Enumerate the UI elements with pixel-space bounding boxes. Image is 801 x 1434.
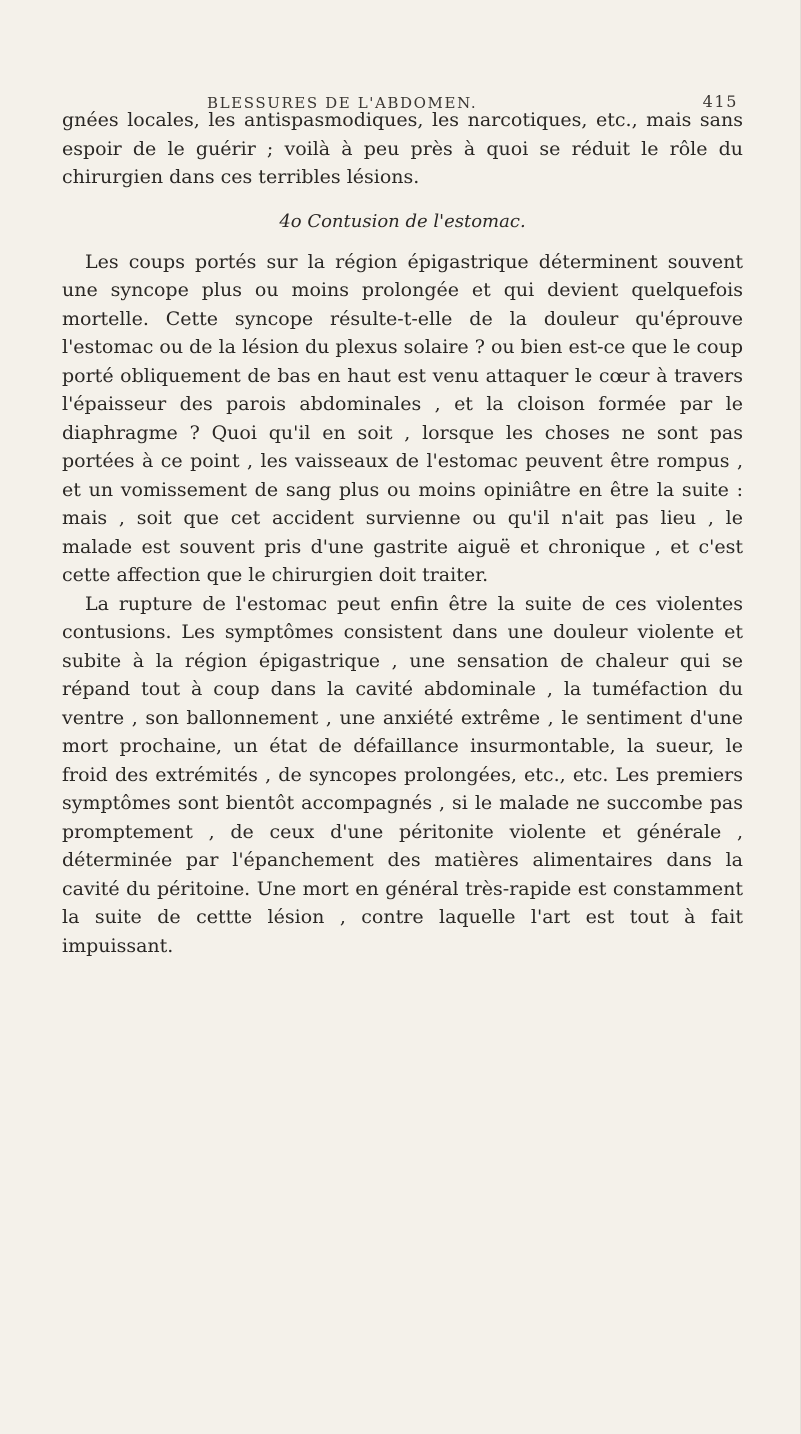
body-text (62, 106, 743, 960)
paragraph-rupture: La rupture de l'estomac peut enfin être la suite de ces violentes contusions. Les symptômes consistent dans une douleur violente et subite à la région épigastrique , une sensation de chaleur qui se répand tout à coup dans la cavité abdominale , la tuméfaction du ventre , son ballonnement , une anxiété extrême , le sentiment d'une mort prochaine, un état de défaillance insurmontable, la sueur, le froid des extrémités , de syncopes prolongées, etc., etc. Les premiers symptômes sont bientôt accompagnés , si le malade ne succombe pas promptement , de ceux d'une péritonite violente et générale , déterminée par l'épanchement des matières alimentaires dans la cavité du péritoine. Une mort en général très-rapide est constamment la suite de cettte lésion , contre laquelle l'art est tout à fait impuissant. (62, 592, 743, 957)
paragraph-syncope: Les coups portés sur la région épigastrique déterminent souvent une syncope plus ou moins prolongée et qui devient quelquefois mortelle. Cette syncope résulte-t-elle de la douleur qu'éprouve l'estomac ou de la lésion du plexus solaire ? ou bien est-ce que le coup porté obliquement de bas en haut est venu attaquer le cœur à travers l'épaisseur des parois abdominales , et la cloison formée par le diaphragme ? Quoi qu'il en soit , lorsque les choses ne sont pas portées à ce point , les vaisseaux de l'estomac peuvent être rompus , et un vomissement de sang plus ou moins opiniâtre en être la suite : mais , soit que cet accident survienne ou qu'il n'ait pas lieu , le malade est souvent pris d'une gastrite aiguë et chronique , et c'est cette affection que le chirurgien doit traiter. (62, 250, 743, 586)
continued-paragraph: gnées locales, les antispasmodiques, les narcotiques, etc., mais sans espoir de le guérir ; voilà à peu près à quoi se réduit le rôle du chirurgien dans ces terribles lésions. (62, 109, 743, 188)
running-head (62, 74, 743, 112)
section-heading: 4o Contusion de l'estomac. (279, 210, 526, 232)
running-title: BLESSURES DE L'ABDOMEN. (207, 94, 478, 112)
page-number: 415 (702, 92, 738, 111)
